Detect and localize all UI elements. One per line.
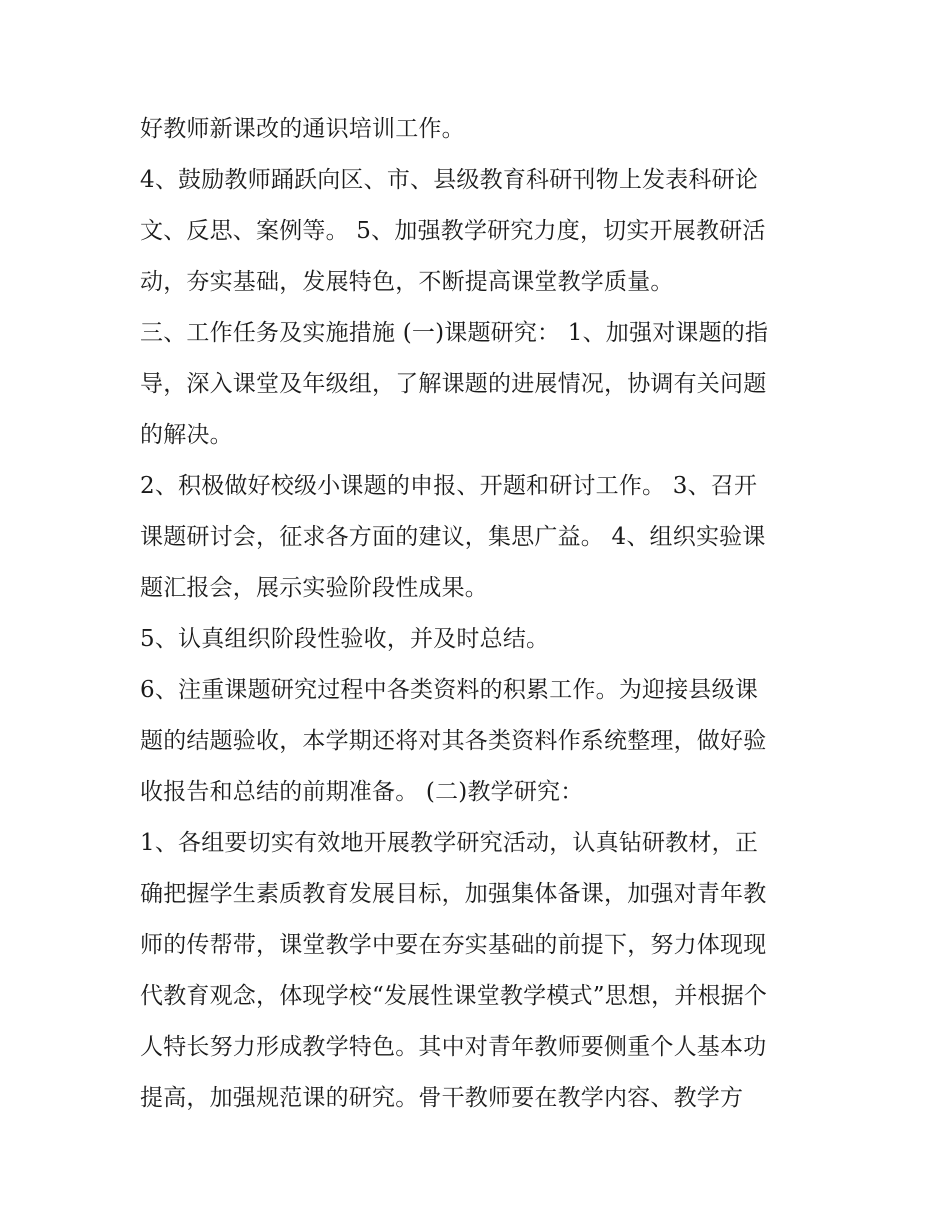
text-line-6: 导，深入课堂及年级组，了解课题的进展情况，协调有关问题	[140, 371, 767, 397]
document-body	[140, 104, 820, 1124]
text-line-13: 题的结题验收，本学期还将对其各类资料作系统整理，做好验	[140, 728, 767, 754]
text-line-17: 师的传帮带，课堂教学中要在夯实基础的前提下，努力体现现	[140, 932, 767, 958]
text-line-5: 三、工作任务及实施措施 (一)课题研究： 1、加强对课题的指	[140, 320, 769, 346]
text-line-9: 课题研讨会，征求各方面的建议，集思广益。 4、组织实验课	[140, 524, 766, 550]
text-line-12: 6、注重课题研究过程中各类资料的积累工作。为迎接县级课	[140, 677, 759, 703]
text-line-7: 的解决。	[140, 422, 233, 448]
text-line-4: 动，夯实基础，发展特色，不断提高课堂教学质量。	[140, 269, 674, 295]
text-line-11: 5、认真组织阶段性验收，并及时总结。	[140, 626, 550, 652]
text-line-1: 好教师新课改的通识培训工作。	[140, 116, 465, 142]
text-line-10: 题汇报会，展示实验阶段性成果。	[140, 575, 488, 601]
text-line-16: 确把握学生素质教育发展目标，加强集体备课，加强对青年教	[140, 881, 767, 907]
text-line-20: 提高，加强规范课的研究。骨干教师要在教学内容、教学方	[140, 1085, 744, 1111]
text-line-2: 4、鼓励教师踊跃向区、市、县级教育科研刊物上发表科研论	[140, 167, 759, 193]
text-line-3: 文、反思、案例等。 5、加强教学研究力度，切实开展教研活	[140, 218, 766, 244]
text-line-15: 1、各组要切实有效地开展教学研究活动，认真钻研教材，正	[140, 830, 759, 856]
text-line-18: 代教育观念，体现学校“发展性课堂教学模式”思想，并根据个	[140, 983, 768, 1009]
text-line-19: 人特长努力形成教学特色。其中对青年教师要侧重个人基本功	[140, 1034, 767, 1060]
text-line-14: 收报告和总结的前期准备。 (二)教学研究：	[140, 779, 584, 805]
text-line-8: 2、积极做好校级小课题的申报、开题和研讨工作。 3、召开	[140, 473, 758, 499]
